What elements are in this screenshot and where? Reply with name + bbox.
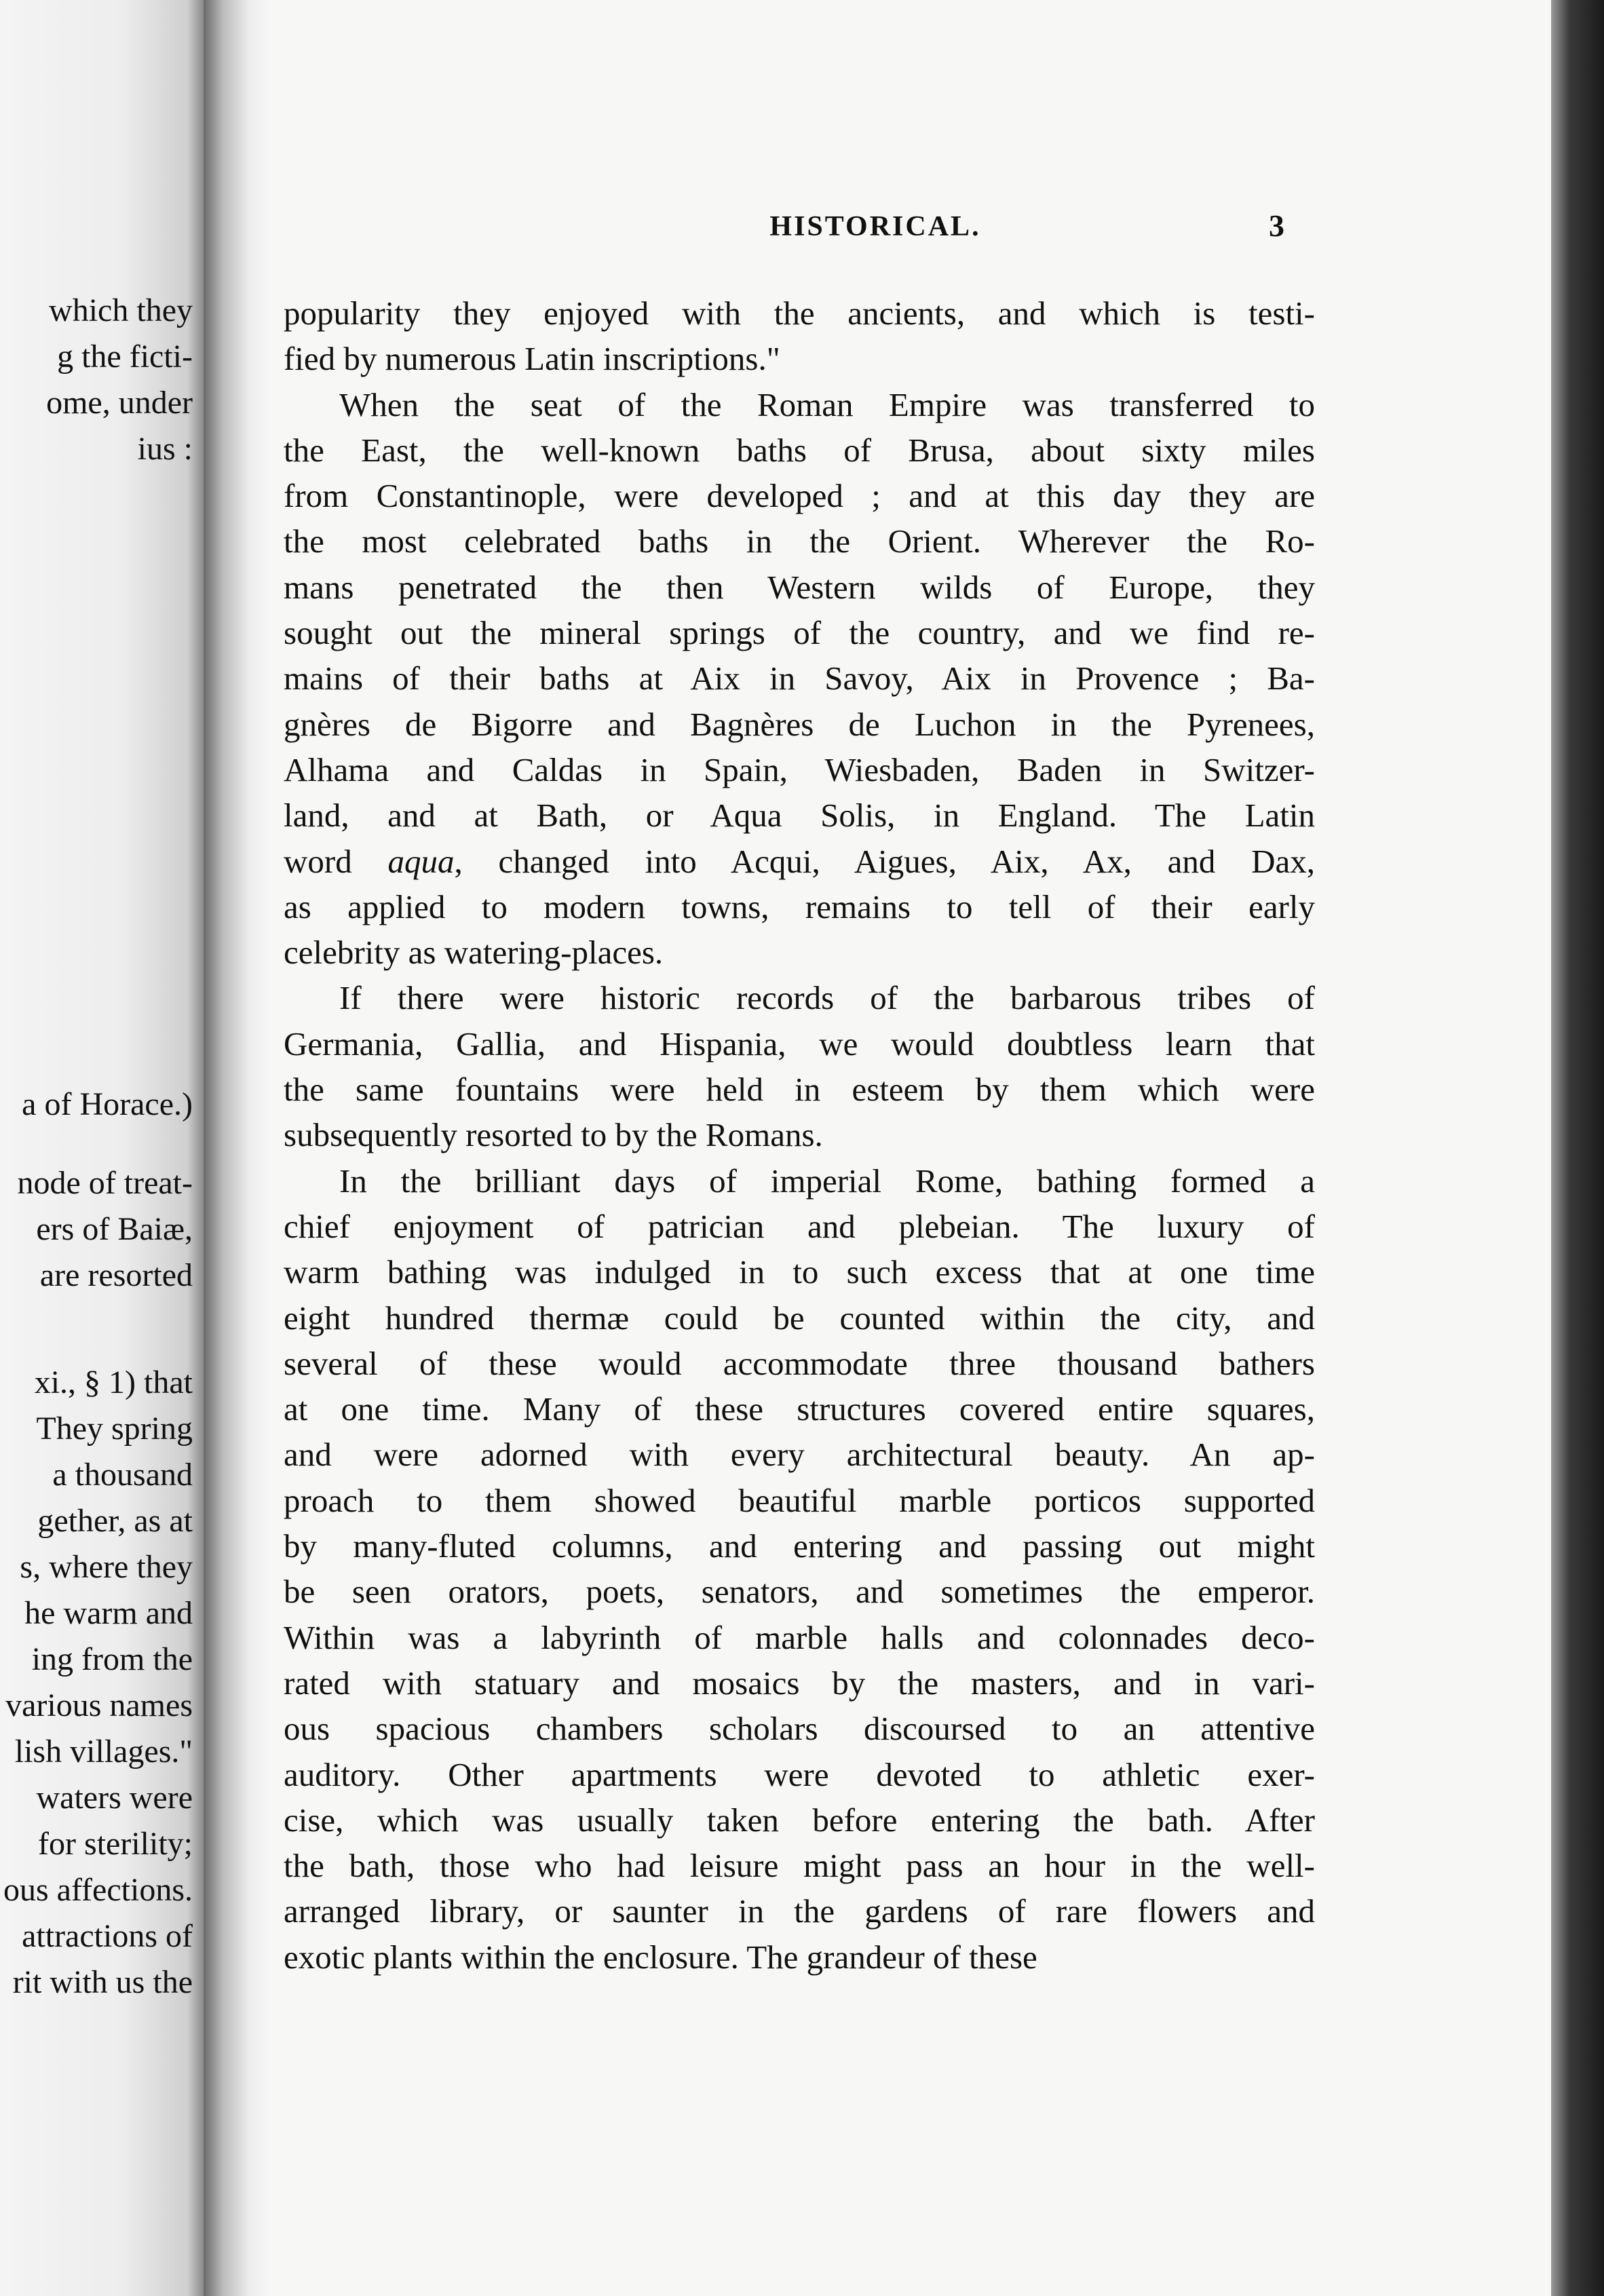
left-page-line: rit with us the xyxy=(12,1964,193,2000)
text-line: and were adorned with every architectural beauty. An ap- xyxy=(284,1436,1315,1474)
text-line: In the brilliant days of imperial Rome, bathing formed a xyxy=(339,1162,1315,1200)
text-line: proach to them showed beautiful marble porticos supported xyxy=(284,1481,1315,1519)
text-line: warm bathing was indulged in to such excess that at one time xyxy=(284,1253,1315,1291)
body-text xyxy=(284,290,1315,1980)
text-line: Alhama and Caldas in Spain, Wiesbaden, Baden in Switzer- xyxy=(284,750,1315,788)
left-page-line: ers of Baiæ, xyxy=(36,1211,193,1247)
text-line: popularity they enjoyed with the ancients, and which is testi- xyxy=(284,294,1315,332)
text-line: Germania, Gallia, and Hispania, we would doubtless learn that xyxy=(284,1025,1315,1063)
book-binding-edge xyxy=(1551,0,1604,2296)
text-line: as applied to modern towns, remains to tell of their early xyxy=(284,887,1315,925)
text-line: the most celebrated baths in the Orient. Wherever the Ro- xyxy=(284,522,1315,560)
text-line: land, and at Bath, or Aqua Solis, in England. The Latin xyxy=(284,797,1315,835)
left-page-line: g the ficti- xyxy=(57,339,193,375)
left-page-line: lish villages." xyxy=(14,1734,193,1769)
page-number: 3 xyxy=(1269,208,1284,243)
left-page-line: a of Horace.) xyxy=(22,1086,193,1122)
left-page-line: s, where they xyxy=(20,1549,193,1585)
text-line: subsequently resorted to by the Romans. xyxy=(284,1116,823,1154)
text-line: the East, the well-known baths of Brusa, about sixty miles xyxy=(284,431,1315,469)
running-head: HISTORICAL. xyxy=(769,211,981,242)
text-line: word aqua, changed into Acqui, Aigues, Aix, Ax, and Dax, xyxy=(284,842,1315,880)
left-page-line: waters were xyxy=(36,1780,193,1816)
left-page-line: node of treat- xyxy=(17,1165,193,1201)
book-gutter xyxy=(204,0,269,2296)
left-page-line: ous affections. xyxy=(3,1872,193,1908)
text-line: If there were historic records of the barbarous tribes of xyxy=(339,979,1315,1017)
left-page-line: ius : xyxy=(137,431,193,467)
paragraph xyxy=(284,290,1315,382)
left-page-line: various names xyxy=(5,1687,193,1723)
text-line: gnères de Bigorre and Bagnères de Luchon in the Pyrenees, xyxy=(284,705,1315,743)
left-page-line: ing from the xyxy=(31,1641,193,1677)
left-page-line: he warm and xyxy=(24,1595,193,1631)
text-line: several of these would accommodate three thousand bathers xyxy=(284,1344,1315,1382)
text-line: the bath, those who had leisure might pass an hour in the well- xyxy=(284,1847,1315,1885)
text-line: When the seat of the Roman Empire was transferred to xyxy=(339,385,1315,423)
text-line: the same fountains were held in esteem by them which were xyxy=(284,1071,1315,1109)
left-page-line: are resorted xyxy=(39,1257,193,1293)
text-line: exotic plants within the enclosure. The grandeur of these xyxy=(284,1938,1037,1976)
text-line: chief enjoyment of patrician and plebeian. The luxury of xyxy=(284,1207,1315,1245)
text-line: celebrity as watering-places. xyxy=(284,934,664,972)
left-facing-page xyxy=(0,0,204,2296)
text-line: at one time. Many of these structures covered entire squares, xyxy=(284,1390,1315,1428)
text-line: ous spacious chambers scholars discoursed to an attentive xyxy=(284,1710,1315,1748)
paragraph xyxy=(284,382,1315,976)
text-line: rated with statuary and mosaics by the masters, and in vari- xyxy=(284,1664,1315,1702)
text-line: sought out the mineral springs of the country, and we find re- xyxy=(284,614,1315,652)
text-line: by many-fluted columns, and entering and passing out might xyxy=(284,1527,1315,1565)
left-page-line: xi., § 1) that xyxy=(34,1364,193,1400)
left-page-line: a thousand xyxy=(52,1457,193,1493)
left-page-line: attractions of xyxy=(22,1918,193,1954)
text-line: from Constantinople, were developed ; and at this day they are xyxy=(284,477,1315,515)
text-line: mains of their baths at Aix in Savoy, Aix in Provence ; Ba- xyxy=(284,659,1315,697)
text-line: eight hundred thermæ could be counted within the city, and xyxy=(284,1299,1315,1337)
left-page-line: gether, as at xyxy=(37,1503,193,1539)
left-page-line: for sterility; xyxy=(38,1826,193,1862)
text-line: auditory. Other apartments were devoted to athletic exer- xyxy=(284,1755,1315,1793)
left-page-line: They spring xyxy=(36,1411,193,1447)
text-line: be seen orators, poets, senators, and sometimes the emperor. xyxy=(284,1573,1315,1611)
text-line: cise, which was usually taken before entering the bath. After xyxy=(284,1801,1315,1839)
text-line: mans penetrated the then Western wilds of Europe, they xyxy=(284,568,1315,606)
text-line: fied by numerous Latin inscriptions." xyxy=(284,340,780,378)
text-line: Within was a labyrinth of marble halls and colonnades deco- xyxy=(284,1618,1315,1656)
left-page-line: ome, under xyxy=(46,385,193,421)
left-page-line: which they xyxy=(49,292,193,328)
paragraph xyxy=(284,975,1315,1157)
paragraph xyxy=(284,1158,1315,1980)
text-line: arranged library, or saunter in the gardens of rare flowers and xyxy=(284,1892,1315,1930)
